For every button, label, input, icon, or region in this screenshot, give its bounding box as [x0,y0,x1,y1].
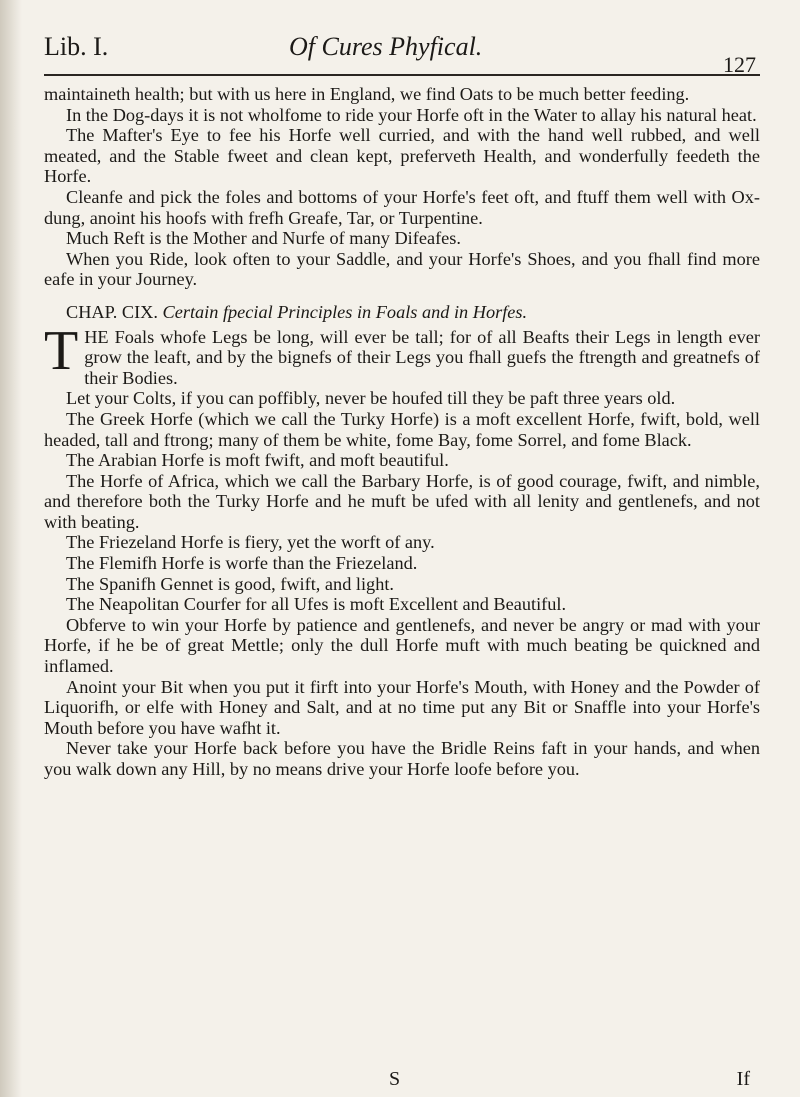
page-body [44,84,760,780]
drop-cap: T [44,319,79,382]
book-number: Lib. I. [44,32,109,61]
paragraph: The Horfe of Africa, which we call the Barbary Horfe, is of good courage, fwift, and nimble, and therefore both the Turky Horfe and he muft be ufed with all lenity and gentlenefs, and not with beating. [44,470,760,532]
paragraph: The Flemifh Horfe is worfe than the Friezeland. [66,553,418,574]
paragraph: In the Dog-days it is not wholfome to ride your Horfe oft in the Water to allay his natural heat. [66,104,757,125]
catchword: If [736,1068,750,1090]
paragraph: maintaineth health; but with us here in England, we find Oats to be much better feeding. [44,84,690,104]
chapter-opening-paragraph [44,319,760,389]
page-number: 127 [723,52,756,77]
paragraph: The Arabian Horfe is moft fwift, and moft beautiful. [66,450,449,471]
paragraph: Let your Colts, if you can poffibly, never be houfed till they be paft three years old. [66,388,676,409]
paragraph: Never take your Horfe back before you have the Bridle Reins faft in your hands, and when you walk down any Hill, by no means drive your Horfe loofe before you. [44,738,760,779]
page-header [44,22,760,76]
paragraph: Much Reft is the Mother and Nurfe of many Difeafes. [66,228,461,249]
signature-mark: S [389,1068,401,1090]
paragraph: The Neapolitan Courfer for all Ufes is moft Excellent and Beautiful. [66,594,567,615]
paragraph: When you Ride, look often to your Saddle, and your Horfe's Shoes, and you fhall find more eafe in your Journey. [44,248,760,290]
page-footer [44,1068,760,1094]
running-title: Of Cures Phyfical. [289,32,483,61]
chapter-title: Certain fpecial Principles in Foals and in Horfes. [162,301,528,322]
chapter-heading [44,302,760,323]
paragraph: The Mafter's Eye to fee his Horfe well curried, and with the hand well rubbed, and well meated, and the Stable fweet and clean kept, preferveth Health, and wonderfully feedeth the Horfe. [44,125,760,187]
paragraph: Cleanfe and pick the foles and bottoms of your Horfe's feet oft, and ftuff them well with Ox-dung, anoint his hoofs with frefh Greafe, Tar, or Turpentine. [44,186,760,228]
paragraph: The Friezeland Horfe is fiery, yet the worft of any. [66,532,435,553]
paragraph: Obferve to win your Horfe by patience and gentlenefs, and never be angry or mad with your Horfe, if he be of great Mettle; only the dull Horfe muft with much beating be quickned and inflamed. [44,614,760,677]
opening-text: HE Foals whofe Legs be long, will ever be tall; for of all Beafts their Legs in length ever grow the leaft, and by the bignefs of their Legs you fhall guefs the ftrength and greatnefs of their Bodies. [84,326,760,388]
chapter-label: CHAP. CIX. [66,301,158,322]
paragraph: The Greek Horfe (which we call the Turky Horfe) is a moft excellent Horfe, fwift, bold, well headed, tall and ftrong; many of them be white, fome Bay, fome Sorrel, and fome Black. [44,408,760,450]
paragraph: The Spanifh Gennet is good, fwift, and light. [66,573,394,594]
paragraph: Anoint your Bit when you put it firft into your Horfe's Mouth, with Honey and the Powder of Liquorifh, or elfe with Honey and Salt, and at no time put any Bit or Snaffle into your Horfe's Mouth before you have wafht it. [44,676,760,738]
binding-shadow [0,0,22,1097]
